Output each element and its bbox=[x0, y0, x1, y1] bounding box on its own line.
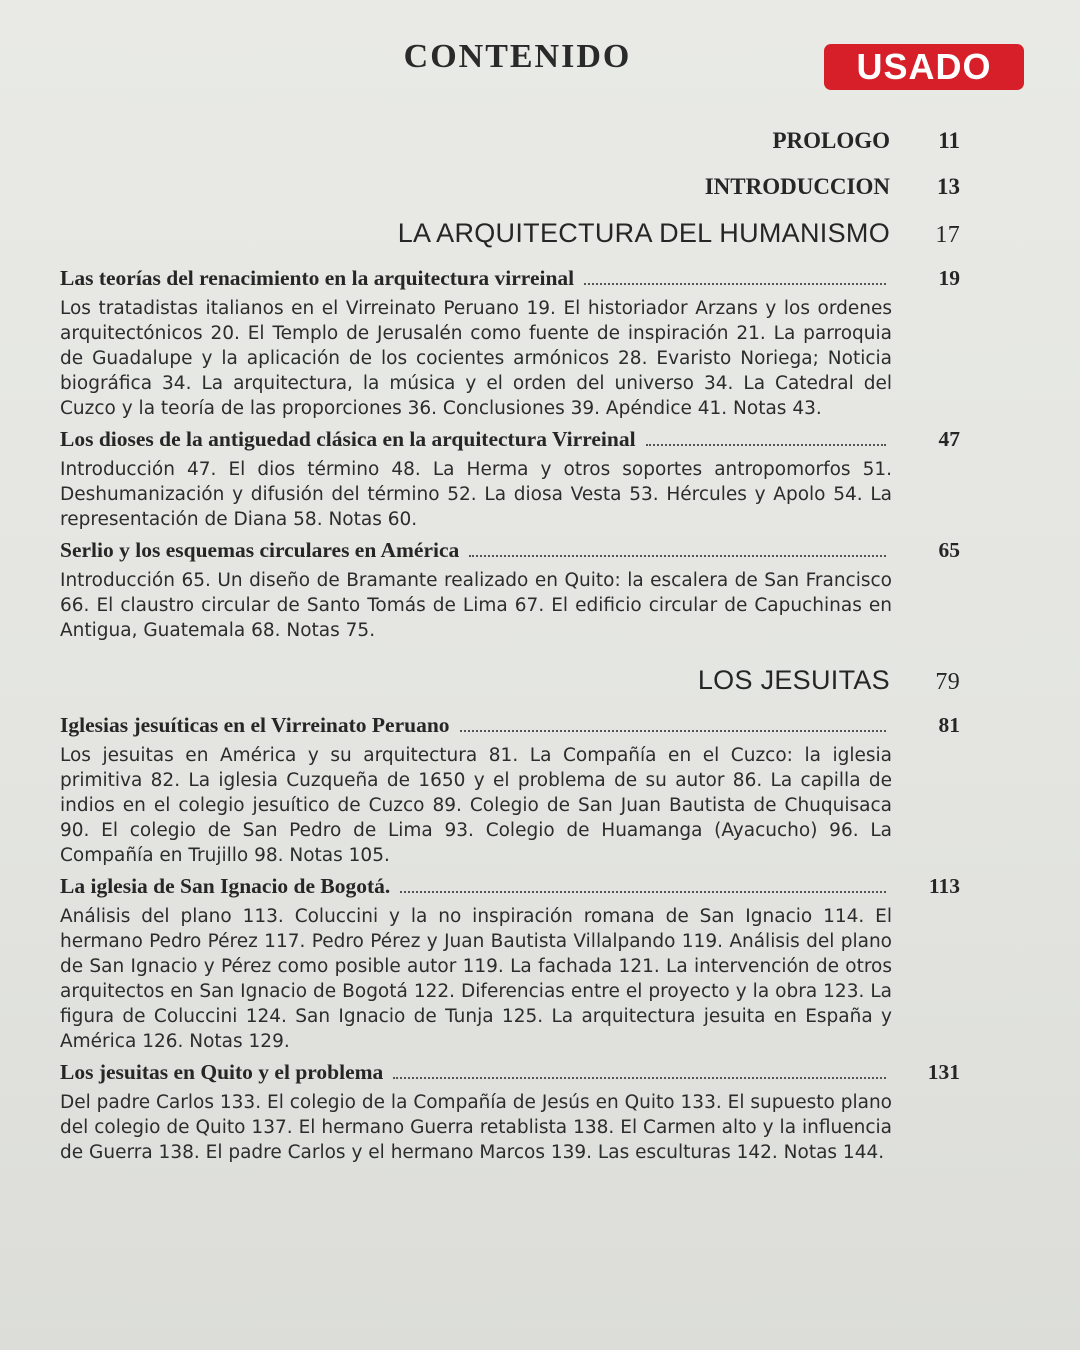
entry-label: PROLOGO bbox=[772, 128, 890, 153]
chapter-entry[interactable] bbox=[60, 538, 960, 568]
part-page: 79 bbox=[935, 669, 960, 695]
chapter-summary: Los jesuitas en América y su arquitectura 81. La Compañía en el Cuzco: la iglesia primitiva 82. La iglesia Cuzqueña de 1650 y el problema de su autor 86. La capilla de indios en el colegio jesuítico de Cuzco 89. Colegio de San Juan Bautista de Chuquisaca 90. El colegio de San Pedro de Lima 93. Colegio de Huamanga (Ayacucho) 96. La Compañía en Trujillo 98. Notas 105. bbox=[60, 745, 892, 866]
toc-entry-prologo[interactable] bbox=[60, 128, 960, 166]
part-title: LOS JESUITAS bbox=[697, 665, 890, 695]
table-of-contents bbox=[60, 120, 960, 1171]
chapter-entry[interactable] bbox=[60, 713, 960, 743]
page-title: CONTENIDO bbox=[403, 38, 632, 75]
part-title: LA ARQUITECTURA DEL HUMANISMO bbox=[397, 218, 890, 248]
chapter-title: Serlio y los esquemas circulares en América bbox=[60, 538, 460, 562]
chapter-page: 81 bbox=[938, 713, 960, 737]
part-heading[interactable] bbox=[60, 218, 960, 262]
chapter-title: Las teorías del renacimiento en la arquitectura virreinal bbox=[60, 266, 575, 290]
chapter-entry[interactable] bbox=[60, 266, 960, 296]
chapter-summary: Del padre Carlos 133. El colegio de la Compañía de Jesús en Quito 133. El supuesto plano del colegio de Quito 137. El hermano Guerra retablista 138. El Carmen alto y la influencia de Guerra 138. El padre Carlos y el hermano Marcos 139. Las esculturas 142. Notas 144. bbox=[60, 1092, 892, 1163]
chapter-summary: Los tratadistas italianos en el Virreinato Peruano 19. El historiador Arzans y los ordenes arquitectónicos 20. El Templo de Jerusalén como fuente de inspiración 21. La parroquia de Guadalupe y la aplicación de los cocientes armónicos 28. Evaristo Noriega; Noticia biográfica 34. La arquitectura, la música y el orden del universo 34. La Catedral del Cuzco y la teoría de las proporciones 36. Conclusiones 39. Apéndice 41. Notas 43. bbox=[60, 298, 892, 419]
chapter-entry[interactable] bbox=[60, 874, 960, 904]
chapter-title: La iglesia de San Ignacio de Bogotá. bbox=[60, 874, 391, 898]
dot-leader bbox=[646, 443, 886, 446]
chapter-page: 47 bbox=[938, 427, 960, 451]
chapter-page: 113 bbox=[928, 874, 960, 898]
chapter-page: 19 bbox=[938, 266, 960, 290]
used-badge: USADO bbox=[824, 44, 1024, 90]
entry-page: 11 bbox=[938, 128, 960, 153]
chapter-summary: Introducción 65. Un diseño de Bramante realizado en Quito: la escalera de San Francisco 66. El claustro circular de Santo Tomás de Lima 67. El edificio circular de Capuchinas en Antigua, Guatemala 68. Notas 75. bbox=[60, 570, 892, 641]
entry-page: 13 bbox=[937, 174, 960, 199]
dot-leader bbox=[584, 282, 886, 285]
dot-leader bbox=[400, 890, 886, 893]
chapter-title: Los dioses de la antiguedad clásica en la arquitectura Virreinal bbox=[60, 427, 636, 451]
dot-leader bbox=[393, 1076, 886, 1079]
chapter-entry[interactable] bbox=[60, 1060, 960, 1090]
toc-entry-introduccion[interactable] bbox=[60, 174, 960, 212]
part-page: 17 bbox=[935, 222, 960, 248]
chapter-summary: Introducción 47. El dios término 48. La Herma y otros soportes antropomorfos 51. Deshumanización y difusión del término 52. La diosa Vesta 53. Hércules y Apolo 54. La representación de Diana 58. Notas 60. bbox=[60, 459, 892, 530]
entry-label: INTRODUCCION bbox=[704, 174, 890, 199]
chapter-entry[interactable] bbox=[60, 427, 960, 457]
chapter-page: 131 bbox=[927, 1060, 960, 1084]
dot-leader bbox=[469, 554, 886, 557]
chapter-page: 65 bbox=[938, 538, 960, 562]
dot-leader bbox=[460, 729, 886, 732]
part-heading[interactable] bbox=[60, 665, 960, 709]
chapter-summary: Análisis del plano 113. Coluccini y la no inspiración romana de San Ignacio 114. El hermano Pedro Pérez 117. Pedro Pérez y Juan Bautista Villalpando 119. Análisis del plano de San Ignacio y Pérez como posible autor 119. La fachada 121. La intervención de otros arquitectos en San Ignacio de Bogotá 122. Diferencias entre el proyecto y la obra 123. La figura de Coluccini 124. San Ignacio de Tunja 125. La arquitectura jesuita en España y América 126. Notas 129. bbox=[60, 906, 892, 1052]
chapter-title: Los jesuitas en Quito y el problema bbox=[60, 1060, 384, 1084]
chapter-title: Iglesias jesuíticas en el Virreinato Peruano bbox=[60, 713, 450, 737]
